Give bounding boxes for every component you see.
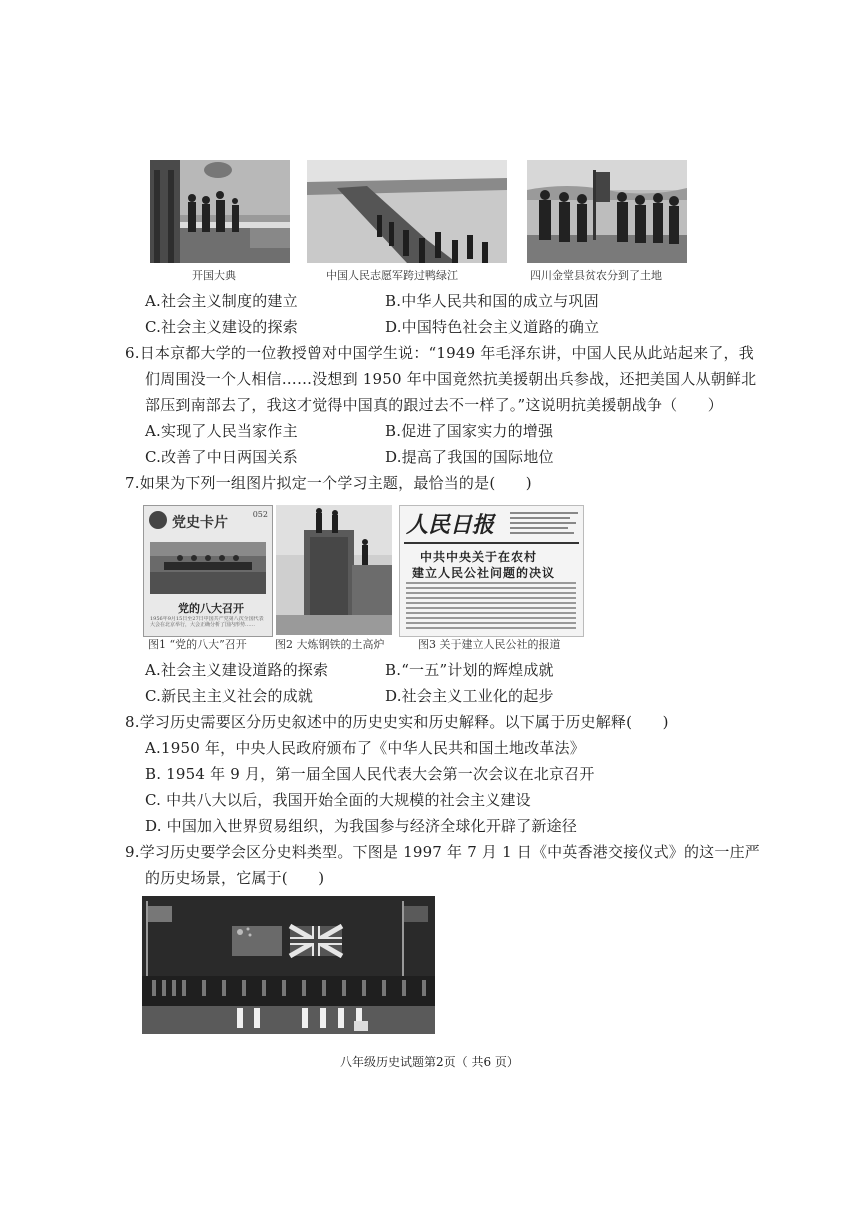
question-stem: 8.学习历史需要区分历史叙述中的历史史实和历史解释。以下属于历史解释( )	[125, 713, 669, 731]
option-d: D.提高了我国的国际地位	[385, 448, 554, 466]
image-caption: 图1 “党的八大”召开	[148, 638, 247, 651]
option-c: C.改善了中日两国关系	[145, 448, 298, 466]
option-a: A.社会主义建设道路的探索	[145, 661, 329, 679]
option-d: D.中国特色社会主义道路的确立	[385, 318, 600, 336]
option-d: D.社会主义工业化的起步	[385, 687, 554, 705]
option-c: C. 中共八大以后，我国开始全面的大规模的社会主义建设	[145, 791, 531, 809]
party-history-card-image	[143, 505, 273, 637]
option-b: B.促进了国家实力的增强	[385, 422, 554, 440]
option-b: B.“一五”计划的辉煌成就	[385, 661, 554, 679]
card-small-text: 1956年9月15日至27日中国共产党第八次全国代表大会在北京举行，大会正确分析了国内形势……	[150, 616, 264, 628]
question-stem: 们周围没一个人相信……没想到 1950 年中国竟然抗美援朝出兵参战，还把美国人从朝鲜北	[145, 370, 757, 388]
peoples-daily-newspaper-image	[399, 505, 584, 637]
card-number: 052	[252, 510, 268, 519]
card-header: 党史卡片	[172, 515, 228, 531]
question-stem: 7.如果为下列一组图片拟定一个学习主题，最恰当的是( )	[125, 474, 532, 492]
newspaper-masthead: 人民日报	[406, 512, 495, 538]
image-caption: 中国人民志愿军跨过鸭绿江	[326, 269, 458, 282]
image-caption: 四川金堂县贫农分到了土地	[530, 269, 662, 282]
option-c: C.新民主主义社会的成就	[145, 687, 314, 705]
card-title: 党的八大召开	[178, 602, 244, 615]
image-caption: 图2 大炼钢铁的土高炉	[275, 638, 385, 651]
volunteer-army-bridge-photo	[307, 160, 507, 263]
land-reform-photo	[527, 160, 687, 263]
question-stem: 部压到南部去了，我这才觉得中国真的跟过去不一样了。”这说明抗美援朝战争（ ）	[145, 396, 723, 414]
newspaper-headline-2: 建立人民公社问题的决议	[412, 566, 556, 580]
option-a: A.社会主义制度的建立	[145, 292, 298, 310]
option-c: C.社会主义建设的探索	[145, 318, 298, 336]
question-stem: 6.日本京都大学的一位教授曾对中国学生说：“1949 年毛泽东讲，中国人民从此站起来了，我	[125, 344, 754, 362]
question-stem: 的历史场景，它属于( )	[145, 869, 325, 887]
hong-kong-handover-photo	[142, 896, 435, 1034]
option-b: B.中华人民共和国的成立与巩固	[385, 292, 599, 310]
founding-ceremony-photo	[150, 160, 290, 263]
page-footer: 八年级历史试题第2页（ 共6 页）	[340, 1055, 519, 1069]
image-caption: 开国大典	[192, 269, 236, 282]
option-a: A.实现了人民当家作主	[145, 422, 298, 440]
image-caption: 图3 关于建立人民公社的报道	[418, 638, 561, 651]
option-b: B. 1954 年 9 月，第一届全国人民代表大会第一次会议在北京召开	[145, 765, 595, 783]
steel-furnace-photo	[276, 505, 392, 635]
option-a: A.1950 年，中央人民政府颁布了《中华人民共和国土地改革法》	[145, 739, 585, 757]
question-stem: 9.学习历史要学会区分史料类型。下图是 1997 年 7 月 1 日《中英香港交接仪式》的这一庄严	[125, 843, 760, 861]
option-d: D. 中国加入世界贸易组织，为我国参与经济全球化开辟了新途径	[145, 817, 578, 835]
newspaper-headline-1: 中共中央关于在农村	[420, 550, 538, 564]
